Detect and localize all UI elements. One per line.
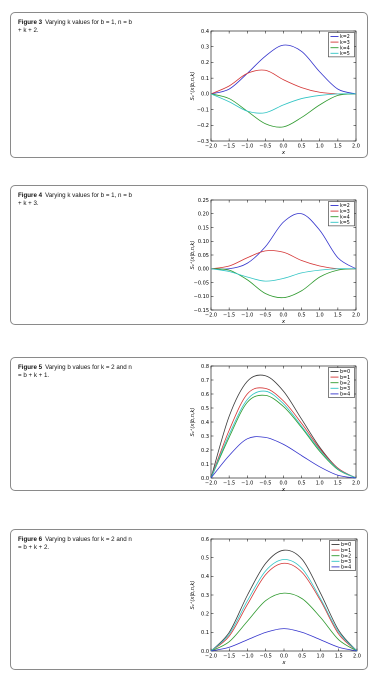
x-tick-label: 1.5 xyxy=(333,143,342,150)
x-axis-label: x xyxy=(281,319,286,325)
figure-caption-text: Varying b values for k = 2 and n = b + k + 2. xyxy=(18,536,132,551)
y-tick-label: 0.0 xyxy=(201,648,209,655)
x-tick-label: −2.0 xyxy=(204,653,218,660)
x-tick-label: −1.0 xyxy=(241,480,254,487)
figure-number: Figure 6 xyxy=(18,536,43,543)
y-tick-label: −0.3 xyxy=(196,138,209,145)
x-tick-label: −2.0 xyxy=(204,312,218,319)
x-tick-label: 1.0 xyxy=(315,143,324,150)
y-axis-label: S₁⁺(x|b,n,k) xyxy=(190,71,196,101)
x-tick-label: 0.0 xyxy=(279,480,288,487)
x-tick-label: 2.0 xyxy=(353,653,361,660)
y-tick-label: −0.15 xyxy=(193,307,209,314)
figure-number: Figure 4 xyxy=(18,192,43,199)
x-tick-label: −1.5 xyxy=(223,312,236,319)
legend-label: k=5 xyxy=(340,221,350,226)
x-tick-label: −0.5 xyxy=(259,143,272,150)
x-tick-label: 0.0 xyxy=(279,143,288,150)
y-axis-label: S₁⁺(x|b,n,k) xyxy=(190,407,196,437)
line-chart xyxy=(11,358,369,492)
y-tick-label: 0.2 xyxy=(201,611,209,618)
figure-number: Figure 3 xyxy=(18,19,43,26)
x-tick-label: −1.0 xyxy=(241,653,254,660)
figure-card-5 xyxy=(10,357,368,491)
x-tick-label: 2.0 xyxy=(352,480,360,487)
x-tick-label: 0.0 xyxy=(280,653,288,660)
y-tick-label: −0.05 xyxy=(193,280,209,287)
x-tick-label: −0.5 xyxy=(259,480,272,487)
y-tick-label: 0.00 xyxy=(197,266,209,273)
legend-label: k=4 xyxy=(340,46,350,52)
x-tick-label: 0.5 xyxy=(297,480,306,487)
y-tick-label: −0.1 xyxy=(196,107,209,114)
x-tick-label: −2.0 xyxy=(204,480,218,487)
x-tick-label: −1.0 xyxy=(241,143,254,150)
line-chart xyxy=(11,13,369,159)
legend-label: b=1 xyxy=(341,548,352,554)
figure-card-3 xyxy=(10,12,368,158)
figure-number: Figure 5 xyxy=(18,364,43,371)
y-tick-label: −0.10 xyxy=(193,294,209,301)
line-chart xyxy=(11,186,369,326)
y-tick-label: 0.5 xyxy=(201,555,209,562)
y-tick-label: 0.0 xyxy=(201,91,209,98)
y-tick-label: 0.2 xyxy=(201,447,209,454)
legend-label: b=3 xyxy=(341,560,352,565)
x-axis-label: x xyxy=(282,660,286,666)
legend-label: k=4 xyxy=(340,215,350,221)
x-tick-label: −1.5 xyxy=(223,143,236,150)
legend-label: b=2 xyxy=(340,381,351,387)
y-tick-label: 0.1 xyxy=(201,461,209,468)
y-tick-label: 0.4 xyxy=(201,574,209,581)
x-tick-label: −1.5 xyxy=(223,653,236,660)
y-tick-label: 0.5 xyxy=(201,405,209,412)
y-tick-label: 0.3 xyxy=(201,433,209,440)
legend-label: b=4 xyxy=(340,392,351,398)
y-tick-label: 0.6 xyxy=(201,536,209,543)
y-axis-label: S₁⁺(x|b,n,k) xyxy=(190,240,196,270)
legend-label: k=2 xyxy=(340,35,350,41)
y-tick-label: 0.3 xyxy=(201,44,209,51)
x-tick-label: 0.5 xyxy=(297,143,306,150)
y-tick-label: 0.0 xyxy=(201,475,209,482)
x-axis-label: x xyxy=(281,150,286,156)
legend-label: b=0 xyxy=(341,543,352,549)
line-chart xyxy=(11,530,369,671)
legend-label: k=5 xyxy=(340,52,350,57)
legend-label: b=1 xyxy=(340,375,351,381)
figure-caption-text: Varying k values for b = 1, n = b + k + 3. xyxy=(18,192,132,207)
y-tick-label: −0.2 xyxy=(196,123,209,130)
x-tick-label: 2.0 xyxy=(352,143,360,150)
y-tick-label: 0.25 xyxy=(197,197,209,204)
legend-label: b=3 xyxy=(340,387,351,392)
figure-card-6 xyxy=(10,529,368,670)
legend-label: k=3 xyxy=(340,209,350,215)
x-tick-label: −1.5 xyxy=(223,480,236,487)
x-tick-label: −0.5 xyxy=(259,653,272,660)
x-tick-label: 0.5 xyxy=(297,312,306,319)
y-tick-label: 0.4 xyxy=(201,28,209,35)
figure-card-4 xyxy=(10,185,368,325)
figure-caption-text: Varying b values for k = 2 and n = b + k + 1. xyxy=(18,364,132,379)
x-tick-label: −2.0 xyxy=(204,143,218,150)
legend-label: k=3 xyxy=(340,40,350,46)
y-tick-label: 0.4 xyxy=(201,419,209,426)
y-tick-label: 0.05 xyxy=(197,252,209,259)
y-tick-label: 0.6 xyxy=(201,391,209,398)
y-tick-label: 0.15 xyxy=(197,225,209,232)
x-tick-label: 1.5 xyxy=(334,653,343,660)
legend-label: k=2 xyxy=(340,204,350,210)
x-tick-label: 1.0 xyxy=(315,312,324,319)
legend-label: b=2 xyxy=(341,554,352,560)
x-tick-label: −0.5 xyxy=(259,312,272,319)
x-tick-label: 1.0 xyxy=(315,480,324,487)
y-tick-label: 0.2 xyxy=(201,60,209,67)
y-tick-label: 0.20 xyxy=(197,211,209,218)
legend-label: b=4 xyxy=(341,565,352,571)
legend-label: b=0 xyxy=(340,370,351,376)
y-tick-label: 0.7 xyxy=(201,377,209,384)
y-axis-label: S₁⁺(x|b,n,k) xyxy=(190,580,196,610)
x-tick-label: 2.0 xyxy=(352,312,360,319)
y-tick-label: 0.10 xyxy=(197,239,209,246)
y-tick-label: 0.8 xyxy=(201,363,209,370)
x-tick-label: 1.5 xyxy=(333,480,342,487)
x-tick-label: 1.5 xyxy=(333,312,342,319)
x-tick-label: −1.0 xyxy=(241,312,254,319)
y-tick-label: 0.3 xyxy=(201,592,209,599)
x-axis-label: x xyxy=(281,487,286,493)
figure-caption-text: Varying k values for b = 1, n = b + k + 2. xyxy=(18,19,132,34)
x-tick-label: 0.0 xyxy=(279,312,288,319)
y-tick-label: 0.1 xyxy=(201,75,209,82)
x-tick-label: 0.5 xyxy=(298,653,307,660)
x-tick-label: 1.0 xyxy=(316,653,325,660)
y-tick-label: 0.1 xyxy=(201,630,209,637)
